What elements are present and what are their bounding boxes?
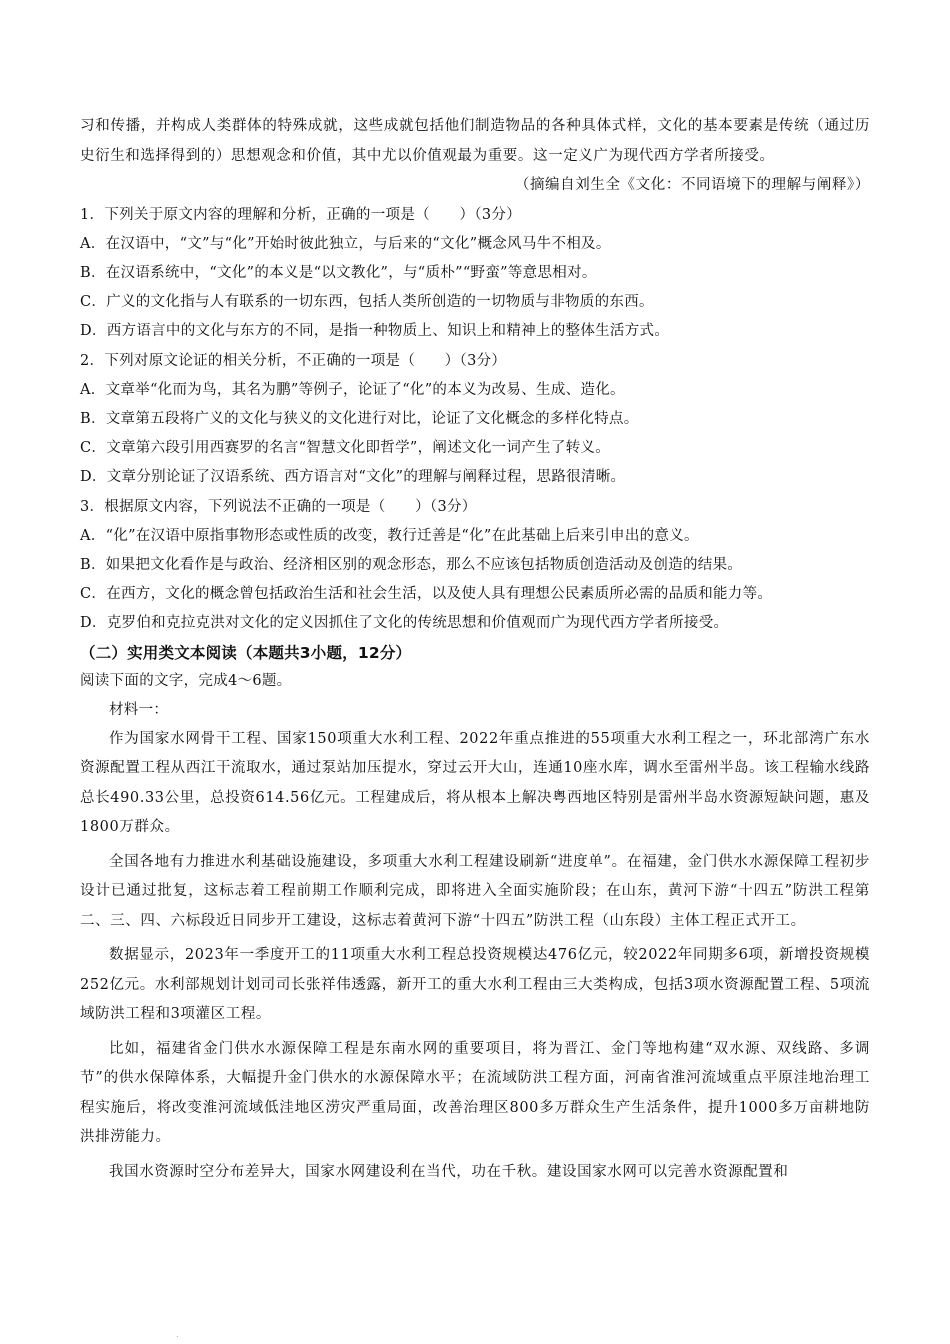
exam-page <box>80 112 870 1187</box>
option-b: B．如果把文化看作是与政治、经济相区别的观念形态，那么不应该包括物质创造活动及创造的结果。 <box>80 556 743 573</box>
material-label: 材料一： <box>109 701 169 718</box>
option-c: C．广义的文化指与人有联系的一切东西，包括人类所创造的一切物质与非物质的东西。 <box>80 294 654 311</box>
material-paragraph: 作为国家水网骨干工程、国家150项重大水利工程、2022年重点推进的55项重大水利工程之一，环北部湾广东水资源配置工程从西江干流取水，通过泵站加压提水，穿过云开大山，连通10座水库，调水至雷州半岛。该工程输水线路总长490.33公里，总投资614.56亿元。工程建成后，将从根本上解决粤西地区特别是雷州半岛水资源短缺问题，惠及1800万群众。 <box>80 730 870 836</box>
option-c: C．文章第六段引用西赛罗的名言“智慧文化即哲学”，阐述文化一词产生了转义。 <box>80 440 611 457</box>
option-a: A．文章举“化而为鸟，其名为鹏”等例子，论证了“化”的本义为改易、生成、造化。 <box>80 381 625 398</box>
option-b: B．在汉语系统中，“文化”的本义是“以文教化”，与“质朴”“野蛮”等意思相对。 <box>80 264 597 281</box>
material-paragraph: 数据显示，2023年一季度开工的11项重大水利工程总投资规模达476亿元，较2022年同期多6项，新增投资规模252亿元。水利部规划计划司司长张祥伟透露，新开工的重大水利工程由三大类构成，包括3项水资源配置工程、5项流域防洪工程和3项灌区工程。 <box>80 947 870 1023</box>
material-paragraph: 比如，福建省金门供水水源保障工程是东南水网的重要项目，将为晋江、金门等地构建“双水源、双线路、多调节”的供水保障体系，大幅提升金门供水的水源保障水平；在流域防洪工程方面，河南省淮河流域重点平原洼地治理工程实施后，将改变淮河流域低洼地区涝灾严重局面，改善治理区800多万群众生产生活条件，提升1000多万亩耕地防洪排涝能力。 <box>80 1040 870 1146</box>
option-a: A．“化”在汉语中原指事物形态或性质的改变，教行迁善是“化”在此基础上后来引申出的意义。 <box>80 527 699 544</box>
question-2 <box>80 347 870 493</box>
option-d: D．文章分别论证了汉语系统、西方语言对“文化”的理解与阐释过程，思路很清晰。 <box>80 469 626 486</box>
section-title: （二）实用类文本阅读（本题共3小题，12分） <box>80 643 412 662</box>
option-c: C．在西方，文化的概念曾包括政治生活和社会生活，以及使人具有理想公民素质所必需的品质和能力等。 <box>80 586 773 603</box>
source-citation: （摘编自刘生全《文化：不同语境下的理解与阐释》） <box>514 177 870 193</box>
question-1 <box>80 201 870 347</box>
passage-tail-paragraph: 习和传播，并构成人类群体的特殊成就，这些成就包括他们制造物品的各种具体式样，文化的基本要素是传统（通过历史衍生和选择得到的）思想观念和价值，其中尤以价值观最为重要。这一定义广为现代西方学者所接受。 <box>80 118 870 164</box>
question-stem: 2．下列对原文论证的相关分析，不正确的一项是（ ）（3分） <box>80 352 507 369</box>
question-3 <box>80 493 870 639</box>
option-a: A．在汉语中，“文”与“化”开始时彼此独立，与后来的“文化”概念风马牛不相及。 <box>80 235 611 252</box>
material-paragraph: 我国水资源时空分布差异大，国家水网建设利在当代，功在千秋。建设国家水网可以完善水资源配置和 <box>109 1163 789 1180</box>
question-stem: 1．下列关于原文内容的理解和分析，正确的一项是（ ）（3分） <box>80 206 521 223</box>
option-b: B．文章第五段将广义的文化与狭义的文化进行对比，论证了文化概念的多样化特点。 <box>80 410 639 427</box>
option-d: D．西方语言中的文化与东方的不同，是指一种物质上、知识上和精神上的整体生活方式。 <box>80 323 670 340</box>
section-instruction: 阅读下面的文字，完成4～6题。 <box>80 672 292 689</box>
option-d: D．克罗伯和克拉克洪对文化的定义因抓住了文化的传统思想和价值观而广为现代西方学者所接受。 <box>80 615 729 632</box>
material-paragraph: 全国各地有力推进水利基础设施建设，多项重大水利工程建设刷新“进度单”。在福建，金门供水水源保障工程初步设计已通过批复，这标志着工程前期工作顺利完成，即将进入全面实施阶段；在山东，黄河下游“十四五”防洪工程第二、三、四、六标段近日同步开工建设，这标志着黄河下游“十四五”防洪工程（山东段）主体工程正式开工。 <box>80 853 870 929</box>
footer-mark: . <box>176 1330 179 1339</box>
question-stem: 3．根据原文内容，下列说法不正确的一项是（ ）（3分） <box>80 498 477 515</box>
